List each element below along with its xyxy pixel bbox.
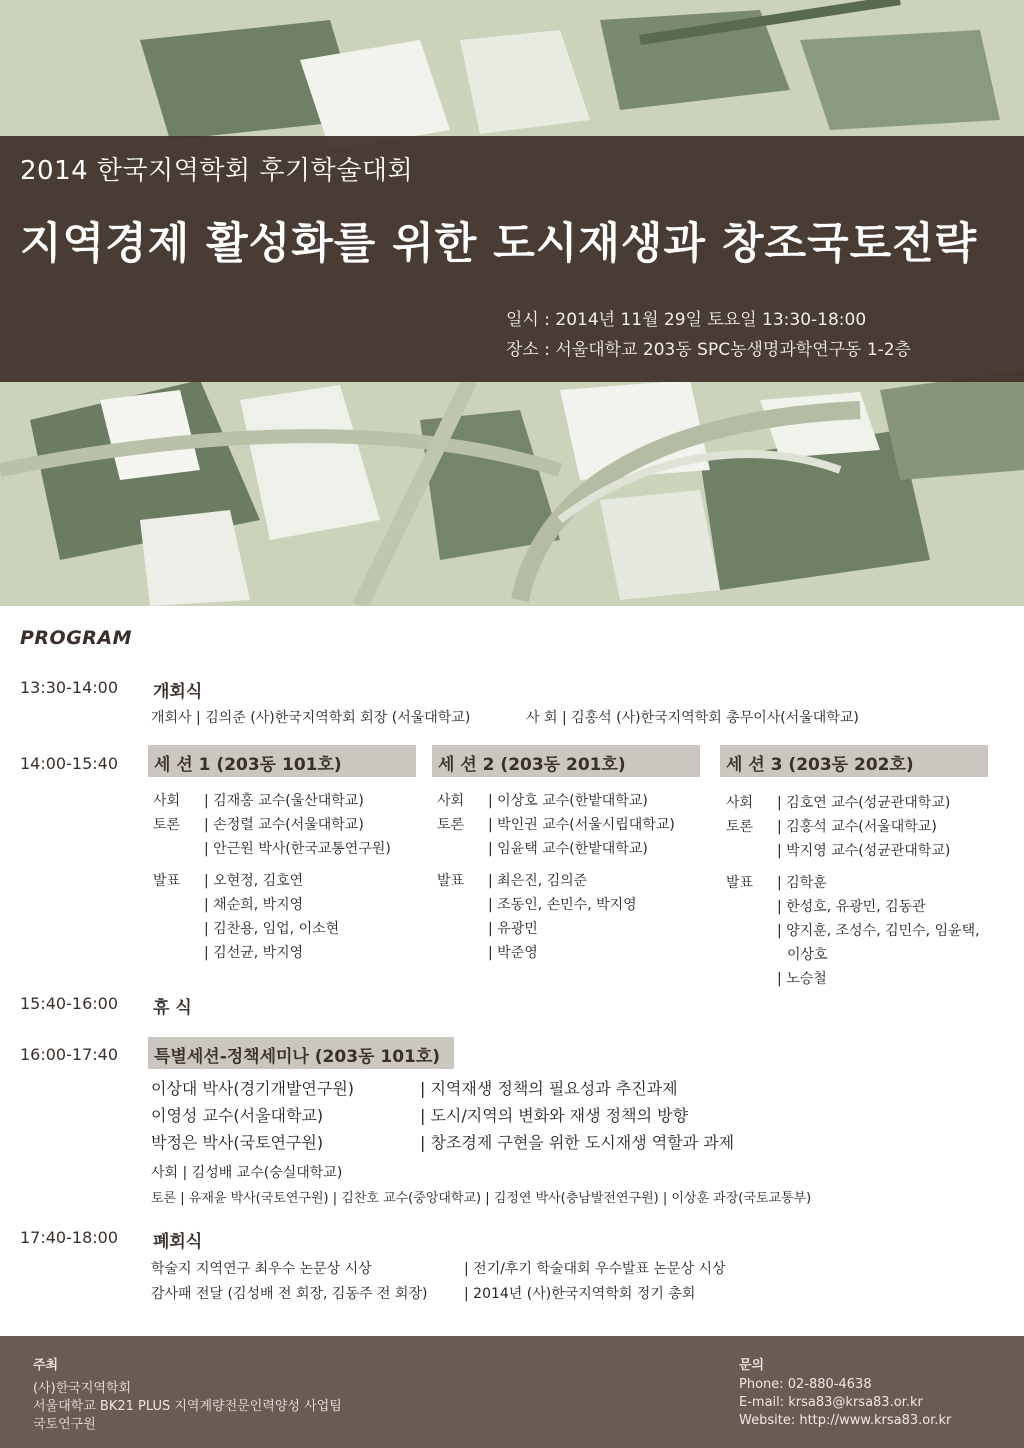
host-3: 국토연구원 [33, 1417, 96, 1432]
host-2: 서울대학교 BK21 PLUS 지역계량전문인력양성 사업팀 [33, 1399, 342, 1414]
session-1-chair-role: 사회 [153, 793, 181, 809]
session-2-pres-2: | 조동인, 손민수, 박지영 [488, 897, 637, 913]
contact-website[interactable]: Website: http://www.krsa83.or.kr [739, 1413, 952, 1428]
session-1-disc-role: 토론 [153, 817, 181, 833]
special-speaker-3-topic: | 창조경제 구현을 위한 도시재생 역할과 과제 [420, 1133, 735, 1152]
host-1: (사)한국지역학회 [33, 1381, 132, 1396]
host-label: 주최 [33, 1358, 59, 1373]
event-info [506, 305, 911, 365]
session-1-pres-1: | 오현정, 김호연 [204, 873, 304, 889]
session-1-header: 세 션 1 (203동 101호) [148, 745, 416, 777]
session-3-pres-3b: 이상호 [787, 947, 828, 963]
session-3-chair: | 김호연 교수(성균관대학교) [777, 795, 951, 811]
opening-time: 13:30-14:00 [20, 678, 118, 697]
sessions-time: 14:00-15:40 [20, 754, 118, 773]
special-speaker-3-name: 박정은 박사(국토연구원) [151, 1133, 324, 1152]
special-session-header: 특별세션-정책세미나 (203동 101호) [148, 1037, 454, 1069]
special-discussant-line: 토론 | 유재윤 박사(국토연구원) | 김찬호 교수(중앙대학교) | 김정연 박사(충남발전연구원) | 이상훈 과장(국토교통부) [151, 1191, 812, 1206]
special-speaker-1-name: 이상대 박사(경기개발연구원) [151, 1079, 355, 1098]
session-2-disc-role: 토론 [437, 817, 465, 833]
session-2-chair-role: 사회 [437, 793, 465, 809]
special-speaker-2-topic: | 도시/지역의 변화와 재생 정책의 방향 [420, 1106, 689, 1125]
closing-time: 17:40-18:00 [20, 1228, 118, 1247]
special-speaker-1-topic: | 지역재생 정책의 필요성과 추진과제 [420, 1079, 678, 1098]
closing-item-1: 학술지 지역연구 최우수 논문상 시상 [151, 1261, 372, 1277]
session-1-disc-2: | 안근원 박사(한국교통연구원) [204, 841, 391, 857]
closing-item-2: | 전기/후기 학술대회 우수발표 논문상 시상 [464, 1261, 726, 1277]
footer [0, 1336, 1024, 1448]
closing-item-4: | 2014년 (사)한국지역학회 정기 총회 [464, 1286, 696, 1302]
opening-line-2: 사 회 | 김홍석 (사)한국지역학회 총무이사(서울대학교) [526, 710, 859, 726]
session-2-pres-role: 발표 [437, 873, 465, 889]
session-2-pres-1: | 최은진, 김의준 [488, 873, 588, 889]
program-heading: PROGRAM [20, 627, 133, 649]
session-3-pres-4: | 노승철 [777, 971, 827, 987]
conference-subtitle: 2014 한국지역학회 후기학술대회 [20, 156, 414, 186]
session-2-disc-2: | 임윤택 교수(한밭대학교) [488, 841, 648, 857]
session-3-chair-role: 사회 [726, 795, 754, 811]
session-3-pres-role: 발표 [726, 875, 754, 891]
session-1-pres-2: | 채순희, 박지영 [204, 897, 304, 913]
session-2-disc-1: | 박인권 교수(서울시립대학교) [488, 817, 675, 833]
session-1-pres-4: | 김선균, 박지영 [204, 945, 304, 961]
session-3-disc-1: | 김홍석 교수(서울대학교) [777, 819, 937, 835]
session-3-pres-2: | 한성호, 유광민, 김동관 [777, 899, 926, 915]
session-2-chair: | 이상호 교수(한밭대학교) [488, 793, 648, 809]
special-speaker-2-name: 이영성 교수(서울대학교) [151, 1106, 324, 1125]
session-1-disc-1: | 손정렬 교수(서울대학교) [204, 817, 364, 833]
break-time: 15:40-16:00 [20, 994, 118, 1013]
contact-label: 문의 [739, 1358, 765, 1373]
session-3-disc-2: | 박지영 교수(성균관대학교) [777, 843, 951, 859]
conference-title: 지역경제 활성화를 위한 도시재생과 창조국토전략 [20, 219, 978, 269]
session-2-header: 세 션 2 (203동 201호) [432, 745, 700, 777]
event-date: 일시 : 2014년 11월 29일 토요일 13:30-18:00 [506, 310, 867, 330]
opening-title: 개회식 [153, 682, 203, 702]
session-1-chair: | 김재홍 교수(울산대학교) [204, 793, 364, 809]
contact-email[interactable]: E-mail: krsa83@krsa83.or.kr [739, 1395, 923, 1410]
closing-item-3: 감사패 전달 (김성배 전 회장, 김동주 전 회장) [151, 1286, 428, 1302]
closing-title: 폐회식 [153, 1232, 203, 1252]
session-3-disc-role: 토론 [726, 819, 754, 835]
event-venue: 장소 : 서울대학교 203동 SPC농생명과학연구동 1-2층 [506, 340, 912, 360]
session-1-pres-role: 발표 [153, 873, 181, 889]
session-3-pres-1: | 김학훈 [777, 875, 827, 891]
contact-phone: Phone: 02-880-4638 [739, 1377, 872, 1392]
special-time: 16:00-17:40 [20, 1045, 118, 1064]
session-2-pres-3: | 유광민 [488, 921, 538, 937]
special-chair-line: 사회 | 김성배 교수(숭실대학교) [151, 1165, 343, 1181]
session-2-pres-4: | 박준영 [488, 945, 538, 961]
session-1-pres-3: | 김찬용, 임업, 이소현 [204, 921, 340, 937]
opening-line-1: 개회사 | 김의준 (사)한국지역학회 회장 (서울대학교) [151, 710, 471, 726]
session-3-header: 세 션 3 (203동 202호) [720, 745, 988, 777]
session-3-pres-3: | 양지훈, 조성수, 김민수, 임윤택, [777, 923, 980, 939]
break-title: 휴 식 [153, 998, 192, 1018]
